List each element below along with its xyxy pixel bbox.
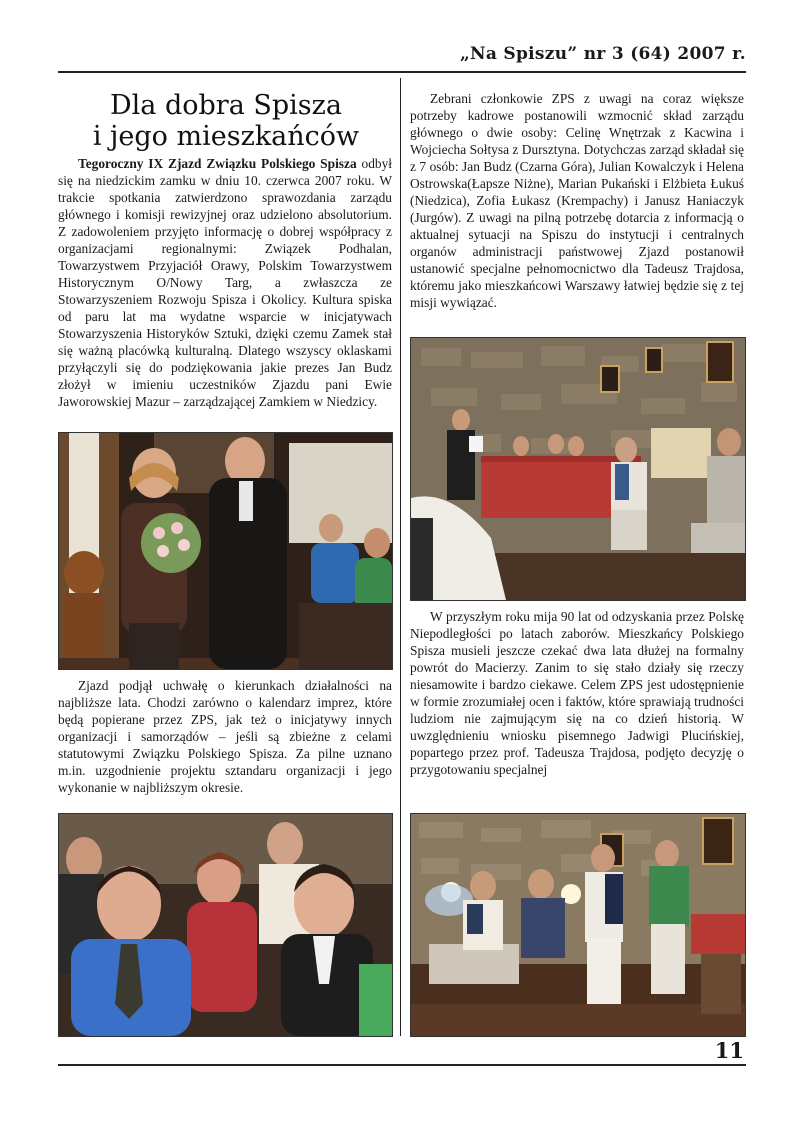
footer-rule (58, 1064, 746, 1066)
article-paragraph-2 (58, 677, 392, 796)
column-divider (400, 78, 401, 1036)
article-title (60, 90, 392, 152)
article-lead: Tegoroczny IX Zjazd Związku Polskiego Spisza (78, 156, 357, 171)
paragraph-4-body: W przyszłym roku mija 90 lat od odzyskania przez Polskę Niepodległości po latach zaborów. Mieszkańcy Polskiego Spisza musieli jeszcze czekać dwa lata dłużej na formalny powrót do Macierzy. Zanim to się stało działy się rzeczy niesamowite i bardzo ciekawe. Celem ZPS jest udostępnienie w formie zrozumiałej ocen i faktów, które sprawiają trudności ludziom nie zajmującym się na co dzień historią. W uwzględnieniu wniosku pisemnego Jadwigi Plucińskiej, popartego przez prof. Tadeusza Trajdosa, podjęto decyzję o przygotowaniu specjalnej (410, 609, 744, 777)
photo-audience-smiling (58, 813, 393, 1037)
article-paragraph-1 (58, 155, 392, 410)
paragraph-2-body: Zjazd podjął uchwałę o kierunkach działalności na najbliższe lata. Chodzi zarówno o kalendarz imprez, które będą popierane przez ZPS, jak też o inicjatywy innych organizacji i samorządów – jeśli są zbieżne z celami statutowymi Związku Polskiego Spisza. Za pilne uznano m.in. uzgodnienie projektu sztandaru organizacji i jego wykonanie w najbliższym okresie. (58, 678, 392, 795)
article-paragraph-3 (410, 90, 744, 311)
photo-congress-presidium (410, 337, 746, 601)
paragraph-1-body: odbył się na niedzickim zamku w dniu 10. czerwca 2007 roku. W trakcie spotkania zatwierdzono sprawozdania zarządu głównego i komisji rewizyjnej oraz udzielono absolutorium. Z zadowoleniem przyjęto informację o dobrej współpracy z organizacjami regionalnymi: Związek Podhalan, Towarzystwem Przyjaciół Orawy, Polskim Towarzystwem Historycznym O/Nowy Targ, a zwłaszcza ze Stowarzyszeniem Rozwoju Spisza i Okolicy. Kultura spiska od paru lat ma wydatne wsparcie w inicjatywach Stowarzyszenia Historyków Sztuki, dzięki czemu Zamek stał się ważną placówką kulturalną. Dlatego wszyscy oklaskami przyłączyli się do podziękowania jakie prezes Jan Budz złożył w imieniu uczestników Zjazdu pani Ewie Jaworowskiej Mazur – zarządzającej Zamkiem w Niedzicy. (58, 156, 392, 409)
paragraph-3-body: Zebrani członkowie ZPS z uwagi na coraz większe potrzeby kadrowe postanowili wzmocnić skład zarządu głównego o dwie osoby: Celinę Wnętrzak z Kacwina i Wojciecha Sołtysa z Dursztyna. Dotychczas zarząd składał się z 7 osób: Jan Budz (Czarna Góra), Julian Kowalczyk i Helena Ostrowska(Łapsze Niżne), Marian Pukański i Elżbieta Łukuś (Niedzica), Zofia Łukasz (Krempachy) i Janusz Haniaczyk (Jurgów). Z uwagi na pilną potrzebę dotarcia z informacją o aktualnej sytuacji na Spiszu do instytucji i centralnych organów administracji państwowej Zjazd postanowił ustanowić specjalne pełnomocnictwo dla Tadeusz Trajdosa, któremu jako mieszkańcowi Warszawy łatwiej będzie się z tej misji wywiązać. (410, 91, 744, 310)
article-title-line-1: Dla dobra Spisza (110, 90, 342, 121)
article-title-line-2: i jego mieszkańców (92, 121, 360, 152)
header-rule (58, 71, 746, 73)
running-header: „Na Spiszu” nr 3 (64) 2007 r. (459, 44, 746, 64)
photo-hall-traditional-dress (410, 813, 746, 1037)
photo-flower-presentation (58, 432, 393, 670)
article-paragraph-4 (410, 608, 744, 778)
page-number: 11 (714, 1038, 744, 1063)
